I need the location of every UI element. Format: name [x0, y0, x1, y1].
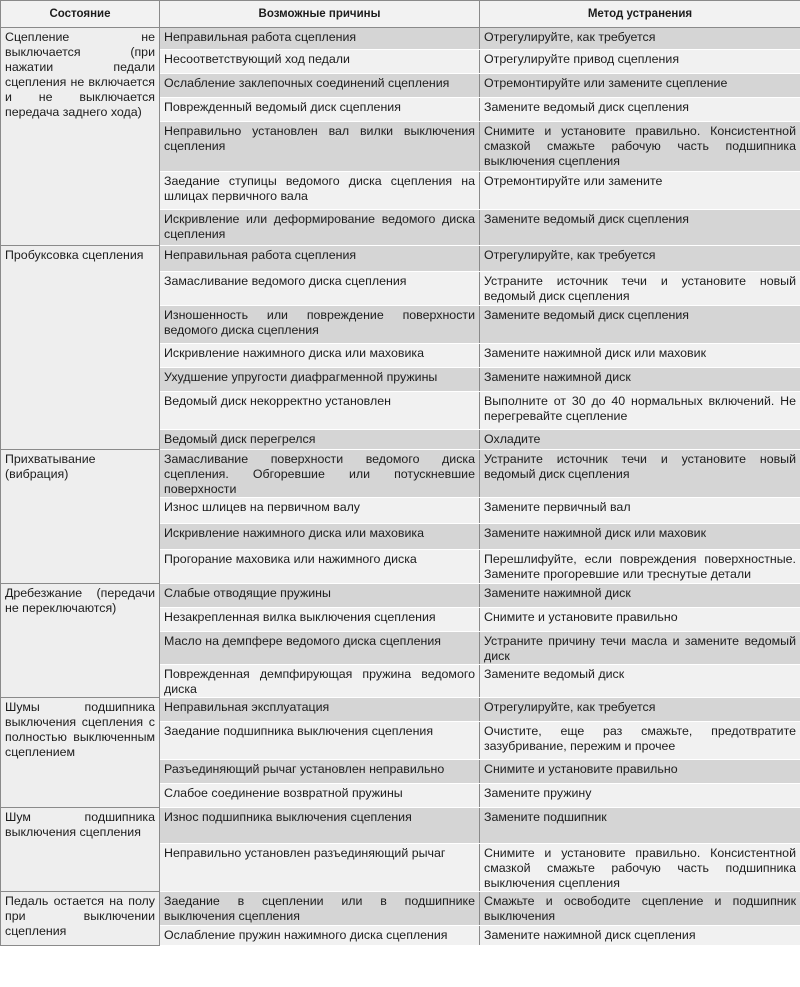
- fix-cell: Отрегулируйте привод сцепления: [480, 50, 800, 74]
- fix-cell: Охладите: [480, 430, 800, 450]
- fix-cell: Перешлифуйте, если повреждения поверхностные. Замените прогоревшие или треснутые детали: [480, 550, 800, 584]
- cause-cell: Разъединяющий рычаг установлен неправильно: [160, 760, 480, 784]
- fix-cell: Отрегулируйте, как требуется: [480, 28, 800, 50]
- state-cell: Педаль остается на полу при выключении сцепления: [1, 892, 160, 946]
- fix-cell: Очистите, еще раз смажьте, предотвратите зазубривание, пережим и прочее: [480, 722, 800, 760]
- cause-cell: Заедание подшипника выключения сцепления: [160, 722, 480, 760]
- cause-cell: Неправильная работа сцепления: [160, 246, 480, 272]
- fix-cell: Выполните от 30 до 40 нормальных включений. Не перегревайте сцепление: [480, 392, 800, 430]
- cause-cell: Искривление нажимного диска или маховика: [160, 524, 480, 550]
- state-cell: Сцепление не выключается (при нажатии педали сцепления не включается и не выключается передача заднего хода): [1, 28, 160, 246]
- cause-cell: Изношенность или повреждение поверхности ведомого диска сцепления: [160, 306, 480, 344]
- fix-cell: Отрегулируйте, как требуется: [480, 246, 800, 272]
- fix-cell: Замените первичный вал: [480, 498, 800, 524]
- table-row: [1, 246, 800, 272]
- cause-cell: Поврежденный ведомый диск сцепления: [160, 98, 480, 122]
- fix-cell: Отрегулируйте, как требуется: [480, 698, 800, 722]
- fix-cell: Снимите и установите правильно: [480, 760, 800, 784]
- cause-cell: Слабые отводящие пружины: [160, 584, 480, 608]
- table-row: [1, 808, 800, 844]
- fix-cell: Замените ведомый диск сцепления: [480, 210, 800, 246]
- fix-cell: Замените нажимной диск: [480, 584, 800, 608]
- fix-cell: Отремонтируйте или замените: [480, 172, 800, 210]
- header-state: Состояние: [1, 1, 160, 28]
- fix-cell: Замените пружину: [480, 784, 800, 808]
- cause-cell: Незакрепленная вилка выключения сцепления: [160, 608, 480, 632]
- fix-cell: Снимите и установите правильно. Консистентной смазкой смажьте рабочую часть подшипника выключения сцепления: [480, 122, 800, 172]
- state-cell: Прихватывание (вибрация): [1, 450, 160, 584]
- table-row: [1, 584, 800, 608]
- fix-cell: Замените нажимной диск или маховик: [480, 344, 800, 368]
- cause-cell: Замасливание ведомого диска сцепления: [160, 272, 480, 306]
- cause-cell: Неправильно установлен вал вилки выключения сцепления: [160, 122, 480, 172]
- table-row: [1, 698, 800, 722]
- cause-cell: Ведомый диск некорректно установлен: [160, 392, 480, 430]
- cause-cell: Неправильная эксплуатация: [160, 698, 480, 722]
- table-body: [1, 28, 800, 946]
- cause-cell: Ослабление пружин нажимного диска сцепления: [160, 926, 480, 946]
- cause-cell: Слабое соединение возвратной пружины: [160, 784, 480, 808]
- fix-cell: Замените нажимной диск или маховик: [480, 524, 800, 550]
- cause-cell: Поврежденная демпфирующая пружина ведомого диска: [160, 665, 480, 698]
- table-row: [1, 28, 800, 50]
- cause-cell: Масло на демпфере ведомого диска сцепления: [160, 632, 480, 665]
- fix-cell: Снимите и установите правильно. Консистентной смазкой смажьте рабочую часть подшипника выключения сцепления: [480, 844, 800, 892]
- state-cell: Дребезжание (передачи не переключаются): [1, 584, 160, 698]
- fix-cell: Смажьте и освободите сцепление и подшипник выключения: [480, 892, 800, 926]
- cause-cell: Ухудшение упругости диафрагменной пружины: [160, 368, 480, 392]
- fix-cell: Отремонтируйте или замените сцепление: [480, 74, 800, 98]
- cause-cell: Прогорание маховика или нажимного диска: [160, 550, 480, 584]
- fix-cell: Замените ведомый диск сцепления: [480, 98, 800, 122]
- state-cell: Шумы подшипника выключения сцепления с полностью выключенным сцеплением: [1, 698, 160, 808]
- fix-cell: Устраните причину течи масла и замените ведомый диск: [480, 632, 800, 665]
- header-fix: Метод устранения: [480, 1, 800, 28]
- cause-cell: Износ шлицев на первичном валу: [160, 498, 480, 524]
- fix-cell: Замените ведомый диск: [480, 665, 800, 698]
- cause-cell: Искривление нажимного диска или маховика: [160, 344, 480, 368]
- cause-cell: Неправильно установлен разъединяющий рычаг: [160, 844, 480, 892]
- cause-cell: Неправильная работа сцепления: [160, 28, 480, 50]
- header-causes: Возможные причины: [160, 1, 480, 28]
- fix-cell: Замените нажимной диск сцепления: [480, 926, 800, 946]
- fix-cell: Устраните источник течи и установите новый ведомый диск сцепления: [480, 450, 800, 498]
- cause-cell: Искривление или деформирование ведомого диска сцепления: [160, 210, 480, 246]
- cause-cell: Заедание ступицы ведомого диска сцепления на шлицах первичного вала: [160, 172, 480, 210]
- cause-cell: Износ подшипника выключения сцепления: [160, 808, 480, 844]
- fix-cell: Замените нажимной диск: [480, 368, 800, 392]
- cause-cell: Замасливание поверхности ведомого диска сцепления. Обгоревшие или потускневшие поверхности: [160, 450, 480, 498]
- cause-cell: Ослабление заклепочных соединений сцепления: [160, 74, 480, 98]
- fix-cell: Снимите и установите правильно: [480, 608, 800, 632]
- cause-cell: Несоответствующий ход педали: [160, 50, 480, 74]
- fix-cell: Замените подшипник: [480, 808, 800, 844]
- fix-cell: Замените ведомый диск сцепления: [480, 306, 800, 344]
- header-row: [1, 1, 800, 28]
- table-row: [1, 892, 800, 926]
- state-cell: Пробуксовка сцепления: [1, 246, 160, 450]
- cause-cell: Заедание в сцеплении или в подшипнике выключения сцепления: [160, 892, 480, 926]
- table-row: [1, 450, 800, 498]
- cause-cell: Ведомый диск перегрелся: [160, 430, 480, 450]
- fix-cell: Устраните источник течи и установите новый ведомый диск сцепления: [480, 272, 800, 306]
- state-cell: Шум подшипника выключения сцепления: [1, 808, 160, 892]
